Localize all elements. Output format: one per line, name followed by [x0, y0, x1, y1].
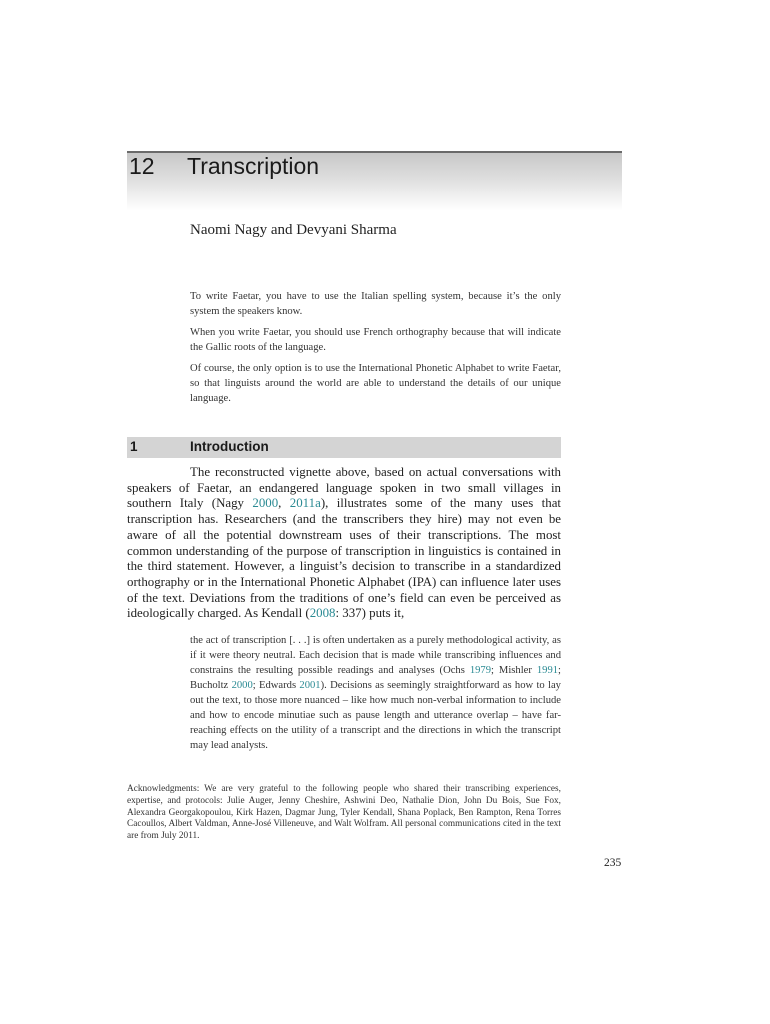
acknowledgments-footnote: Acknowledgments: We are very grateful to the following people who shared their transcribing experiences, expertise, and protocols: Julie Auger, Jenny Cheshire, Ashwini Deo, Nathalie Dion, John Du Bois, Sue Fox, Alexandra Georgakopoulou, Kirk Hazen, Dagmar Jung, Tyler Kendall, Shana Poplack, Ben Rampton, Rena Torres Cacoullos, Albert Valdman, Anne-José Villeneuve, and Walt Wolfram. All personal communications cited in the text are from July 2011. — [127, 784, 561, 842]
section-number: 1 — [130, 439, 138, 454]
section-title: Introduction — [190, 439, 269, 454]
text-run: , — [278, 496, 290, 511]
text-run: ; Edwards — [252, 680, 300, 691]
body-paragraph — [127, 465, 561, 622]
text-run: ). Decisions as seemingly straightforward as how to lay out the text, to those more nuanced – like how much non-verbal information to include and how to encode minutiae such as pause length and utterance overlap – have far-reaching effects on the utility of a transcript and the directions in which the transcript may lead analysts. — [190, 680, 561, 751]
citation-link[interactable]: 2008 — [309, 606, 336, 621]
citation-link[interactable]: 2011a — [289, 496, 321, 511]
section-heading — [127, 437, 561, 458]
text-run: ; Bucholtz — [190, 665, 561, 691]
page-number: 235 — [604, 857, 622, 869]
block-quote — [190, 633, 561, 753]
text-run: ; Mishler — [491, 665, 537, 676]
chapter-authors: Naomi Nagy and Devyani Sharma — [190, 222, 397, 238]
text-run: : 337) puts it, — [335, 606, 405, 621]
text-run: the act of transcription [. . .] is often undertaken as a purely methodological activity, as if it were theory neutral. Each decision that is made while transcribing influences and constrains the resulting possible readings and analyses (Ochs — [190, 635, 561, 676]
citation-link[interactable]: 1979 — [469, 665, 492, 676]
vignette-statement-1: To write Faetar, you have to use the Italian spelling system, because it’s the only system the speakers know. — [190, 291, 561, 317]
chapter-title: Transcription — [187, 153, 320, 179]
vignette-statement-2: When you write Faetar, you should use French orthography because that will indicate the Gallic roots of the language. — [190, 327, 561, 353]
text-run: The reconstructed vignette above, based on actual conversations with speakers of Faetar, an endangered language spoken in two small villages in southern Italy (Nagy — [127, 465, 561, 511]
citation-link[interactable]: 2000 — [252, 496, 279, 511]
paragraph — [127, 465, 561, 622]
vignette-statement-3: Of course, the only option is to use the International Phonetic Alphabet to write Faetar, so that linguists around the world are able to understand the details of our unique language. — [190, 363, 561, 404]
text-run: ), illustrates some of the many uses that transcription has. Researchers (and the transcribers they hire) may not even be aware of all the potential downstream uses of their transcriptions. The most common understanding of the purpose of transcription in linguistics is contained in the third statement. However, a linguist’s decision to transcribe in a standardized orthography or in the International Phonetic Alphabet (IPA) can influence later uses of the text. Deviations from the traditions of one’s field can even be perceived as ideologically charged. As Kendall ( — [127, 496, 561, 621]
citation-link[interactable]: 2000 — [231, 680, 253, 691]
chapter-number: 12 — [129, 153, 155, 179]
citation-link[interactable]: 2001 — [299, 680, 321, 691]
citation-link[interactable]: 1991 — [536, 665, 559, 676]
chapter-header — [127, 151, 622, 211]
